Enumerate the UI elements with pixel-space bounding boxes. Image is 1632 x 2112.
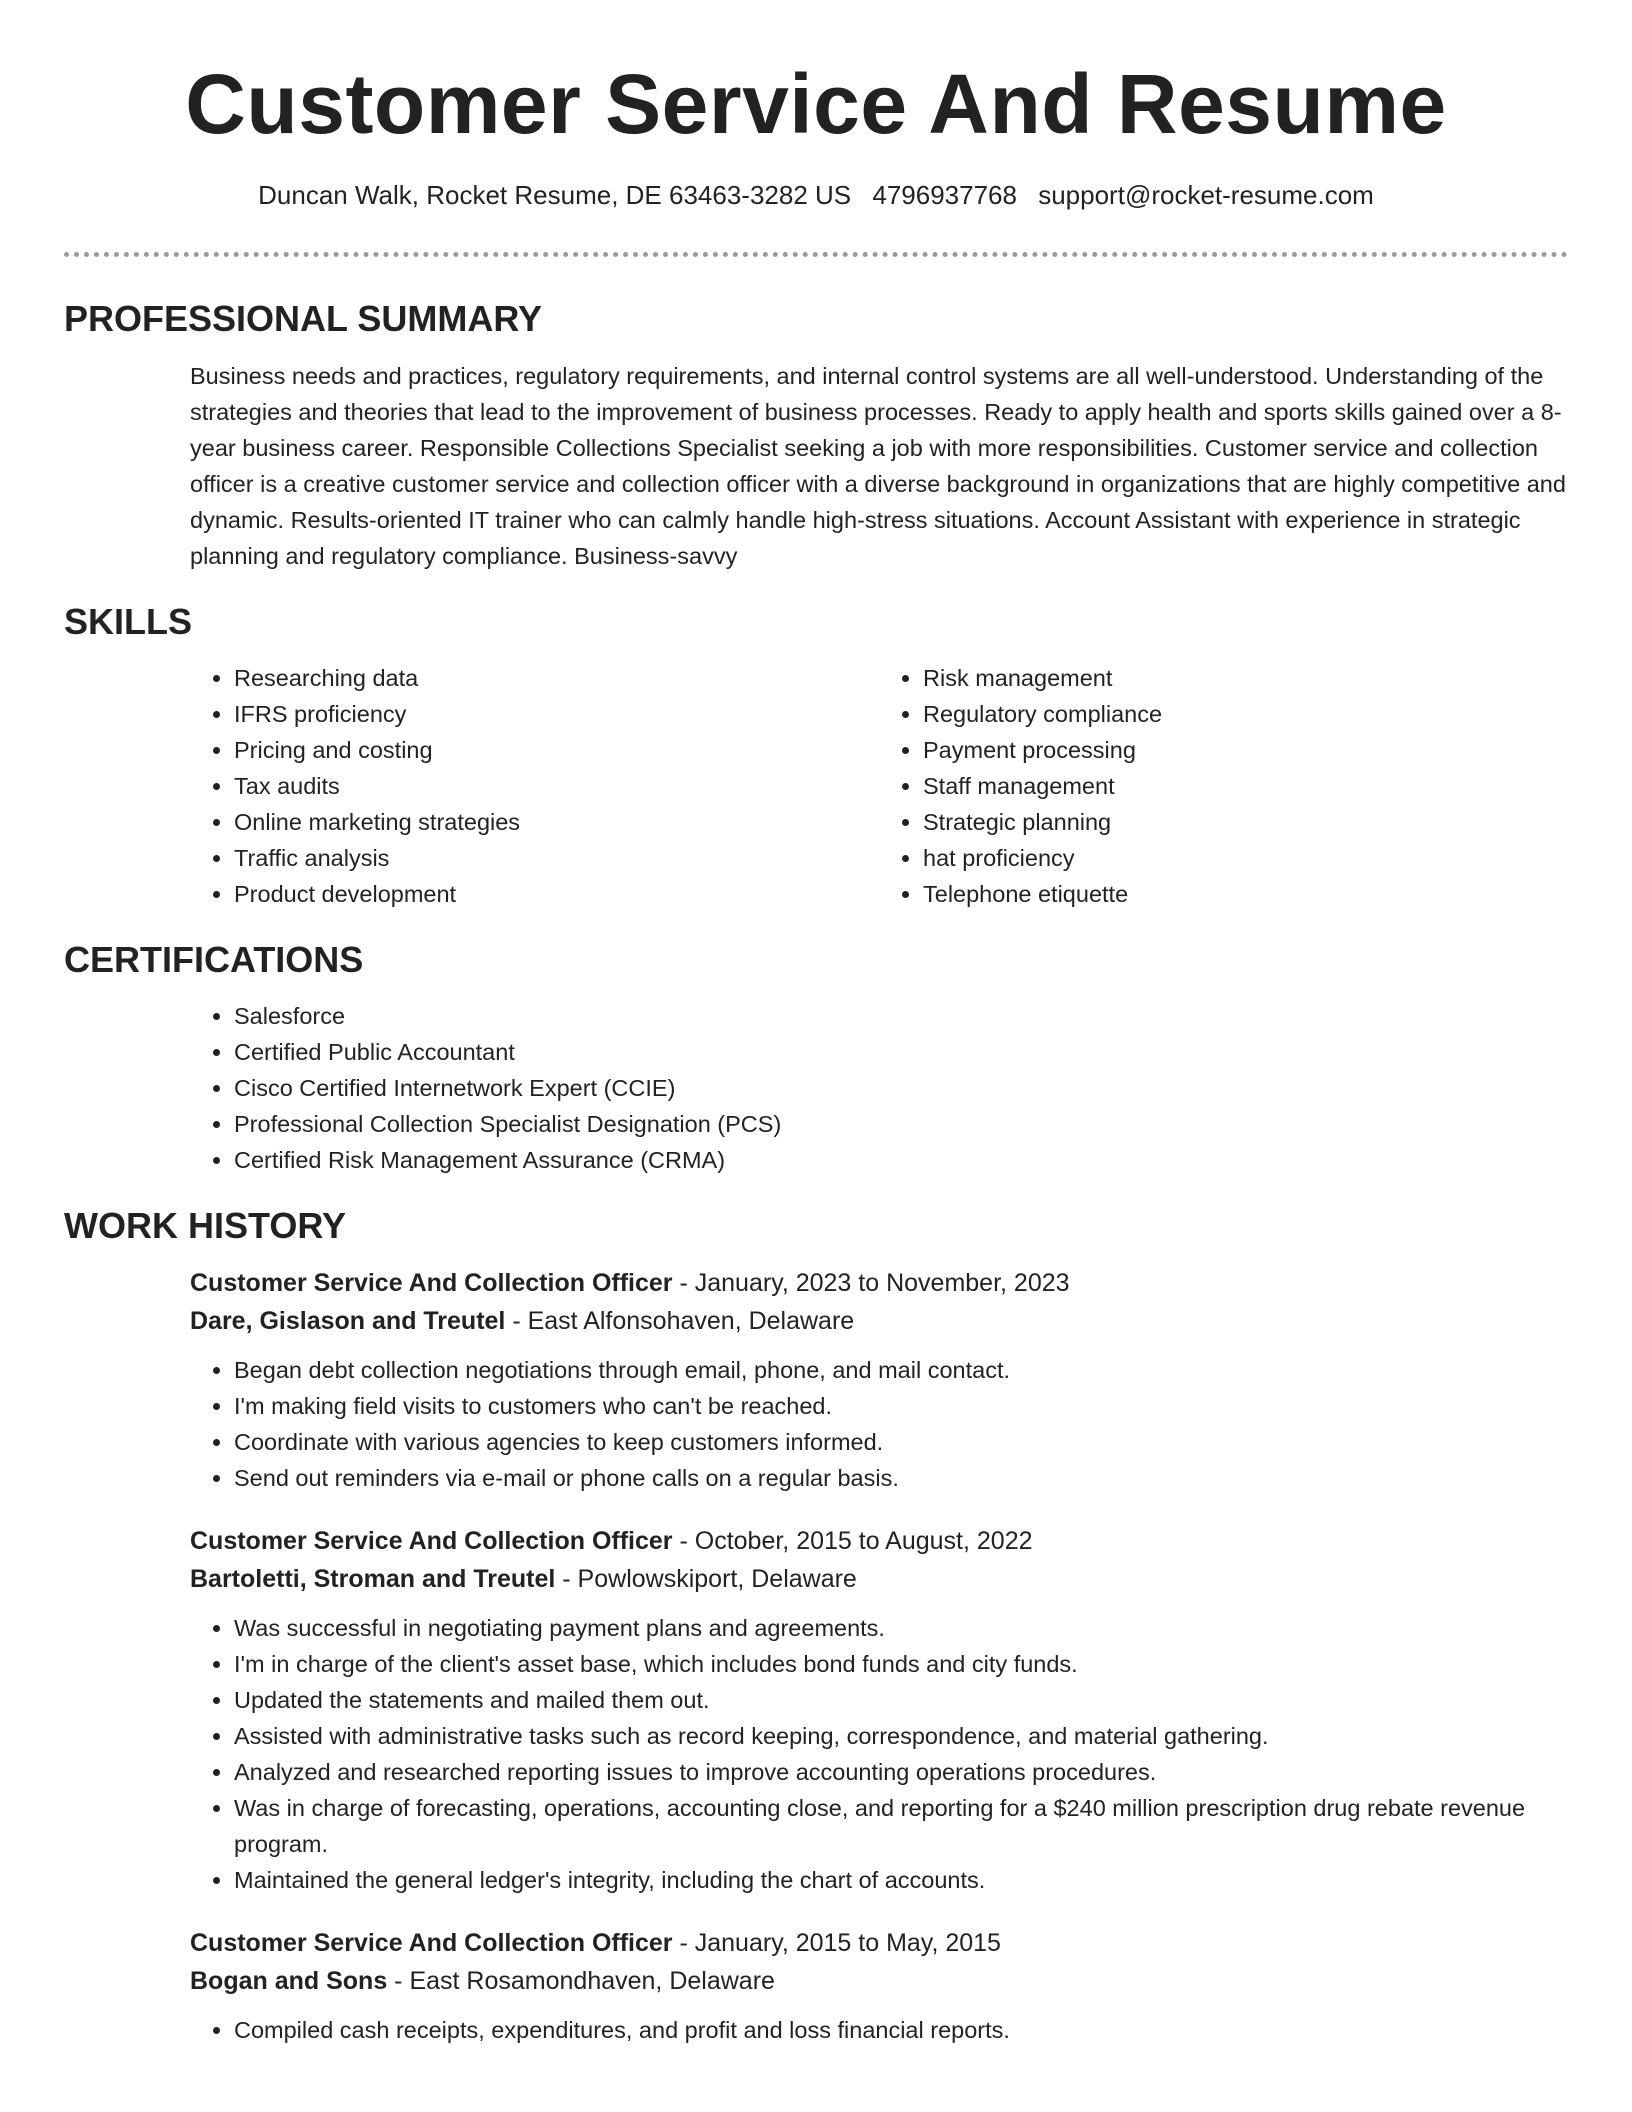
list-item: • Was in charge of forecasting, operations, accounting close, and reporting for a $240 million prescription drug rebate revenue program.: [234, 1790, 1568, 1862]
list-item: • I'm making field visits to customers who can't be reached.: [234, 1388, 1568, 1424]
job-company-line: [190, 1302, 1568, 1340]
job-duties: [190, 1610, 1568, 1898]
list-item: • hat proficiency: [923, 840, 1568, 876]
list-item: • Assisted with administrative tasks such as record keeping, correspondence, and material gathering.: [234, 1718, 1568, 1754]
work-history-section: [190, 1264, 1568, 2048]
list-item: • Send out reminders via e-mail or phone calls on a regular basis.: [234, 1460, 1568, 1496]
job-dates: - January, 2015 to May, 2015: [672, 1929, 1001, 1957]
list-item: • Certified Public Accountant: [234, 1034, 1568, 1070]
skills-heading: SKILLS: [64, 601, 193, 642]
job-entry: [190, 1522, 1568, 1898]
job-location: - East Rosamondhaven, Delaware: [387, 1967, 775, 1995]
job-company-line: [190, 1560, 1568, 1598]
list-item: • Product development: [234, 876, 879, 912]
job-entry: [190, 1924, 1568, 2048]
skills-list-left: [190, 660, 879, 912]
certifications-section: [190, 998, 1568, 1178]
list-item: • Salesforce: [234, 998, 1568, 1034]
job-title-line: [190, 1522, 1568, 1560]
list-item: • Coordinate with various agencies to keep customers informed.: [234, 1424, 1568, 1460]
job-company: Bogan and Sons: [190, 1967, 388, 1995]
job-duties: [190, 1352, 1568, 1496]
contact-address: Duncan Walk, Rocket Resume, DE 63463-3282 US: [258, 180, 852, 210]
job-title-line: [190, 1924, 1568, 1962]
job-dates: - October, 2015 to August, 2022: [672, 1527, 1033, 1555]
list-item: • Risk management: [923, 660, 1568, 696]
summary-section: [190, 358, 1568, 574]
list-item: • Was successful in negotiating payment plans and agreements.: [234, 1610, 1568, 1646]
skills-list-right: [879, 660, 1568, 912]
job-duties: [190, 2012, 1568, 2048]
list-item: • I'm in charge of the client's asset base, which includes bond funds and city funds.: [234, 1646, 1568, 1682]
list-item: • IFRS proficiency: [234, 696, 879, 732]
list-item: • Staff management: [923, 768, 1568, 804]
work-history-heading: WORK HISTORY: [64, 1205, 347, 1246]
list-item: • Compiled cash receipts, expenditures, and profit and loss financial reports.: [234, 2012, 1568, 2048]
list-item: • Researching data: [234, 660, 879, 696]
job-location: - East Alfonsohaven, Delaware: [505, 1307, 855, 1335]
list-item: • Traffic analysis: [234, 840, 879, 876]
job-dates: - January, 2023 to November, 2023: [672, 1269, 1070, 1297]
contact-line: [64, 178, 1568, 212]
job-location: - Powlowskiport, Delaware: [555, 1565, 857, 1593]
list-item: • Cisco Certified Internetwork Expert (CCIE): [234, 1070, 1568, 1106]
job-title-line: [190, 1264, 1568, 1302]
list-item: • Regulatory compliance: [923, 696, 1568, 732]
list-item: • Updated the statements and mailed them out.: [234, 1682, 1568, 1718]
skills-section: [190, 660, 1568, 912]
contact-phone: 4796937768: [872, 180, 1017, 210]
list-item: • Professional Collection Specialist Designation (PCS): [234, 1106, 1568, 1142]
resume-title: Customer Service And Resume: [185, 57, 1447, 151]
summary-heading: PROFESSIONAL SUMMARY: [64, 298, 543, 339]
list-item: • Payment processing: [923, 732, 1568, 768]
certifications-list: [190, 998, 1568, 1178]
contact-email: support@rocket-resume.com: [1038, 180, 1374, 210]
job-title: Customer Service And Collection Officer: [190, 1269, 673, 1297]
list-item: • Analyzed and researched reporting issues to improve accounting operations procedures.: [234, 1754, 1568, 1790]
job-company: Dare, Gislason and Treutel: [190, 1307, 506, 1335]
header-divider: [64, 252, 1568, 257]
list-item: • Began debt collection negotiations through email, phone, and mail contact.: [234, 1352, 1568, 1388]
job-title: Customer Service And Collection Officer: [190, 1527, 673, 1555]
certifications-heading: CERTIFICATIONS: [64, 939, 364, 980]
summary-text: Business needs and practices, regulatory requirements, and internal control systems are all well-understood. Understanding of the strategies and theories that lead to the improvement of business processes. Ready to apply health and sports skills gained over a 8-year business career. Responsible Collections Specialist seeking a job with more responsibilities. Customer service and collection officer is a creative customer service and collection officer with a diverse background in organizations that are highly competitive and dynamic. Results-oriented IT trainer who can calmly handle high-stress situations. Account Assistant with experience in strategic planning and regulatory compliance. Business-savvy: [190, 363, 1566, 569]
resume-page: [64, 0, 1568, 2074]
list-item: • Tax audits: [234, 768, 879, 804]
job-title: Customer Service And Collection Officer: [190, 1929, 673, 1957]
list-item: • Pricing and costing: [234, 732, 879, 768]
job-company: Bartoletti, Stroman and Treutel: [190, 1565, 556, 1593]
list-item: • Online marketing strategies: [234, 804, 879, 840]
list-item: • Strategic planning: [923, 804, 1568, 840]
job-company-line: [190, 1962, 1568, 2000]
job-entry: [190, 1264, 1568, 1496]
list-item: • Telephone etiquette: [923, 876, 1568, 912]
list-item: • Maintained the general ledger's integrity, including the chart of accounts.: [234, 1862, 1568, 1898]
list-item: • Certified Risk Management Assurance (CRMA): [234, 1142, 1568, 1178]
